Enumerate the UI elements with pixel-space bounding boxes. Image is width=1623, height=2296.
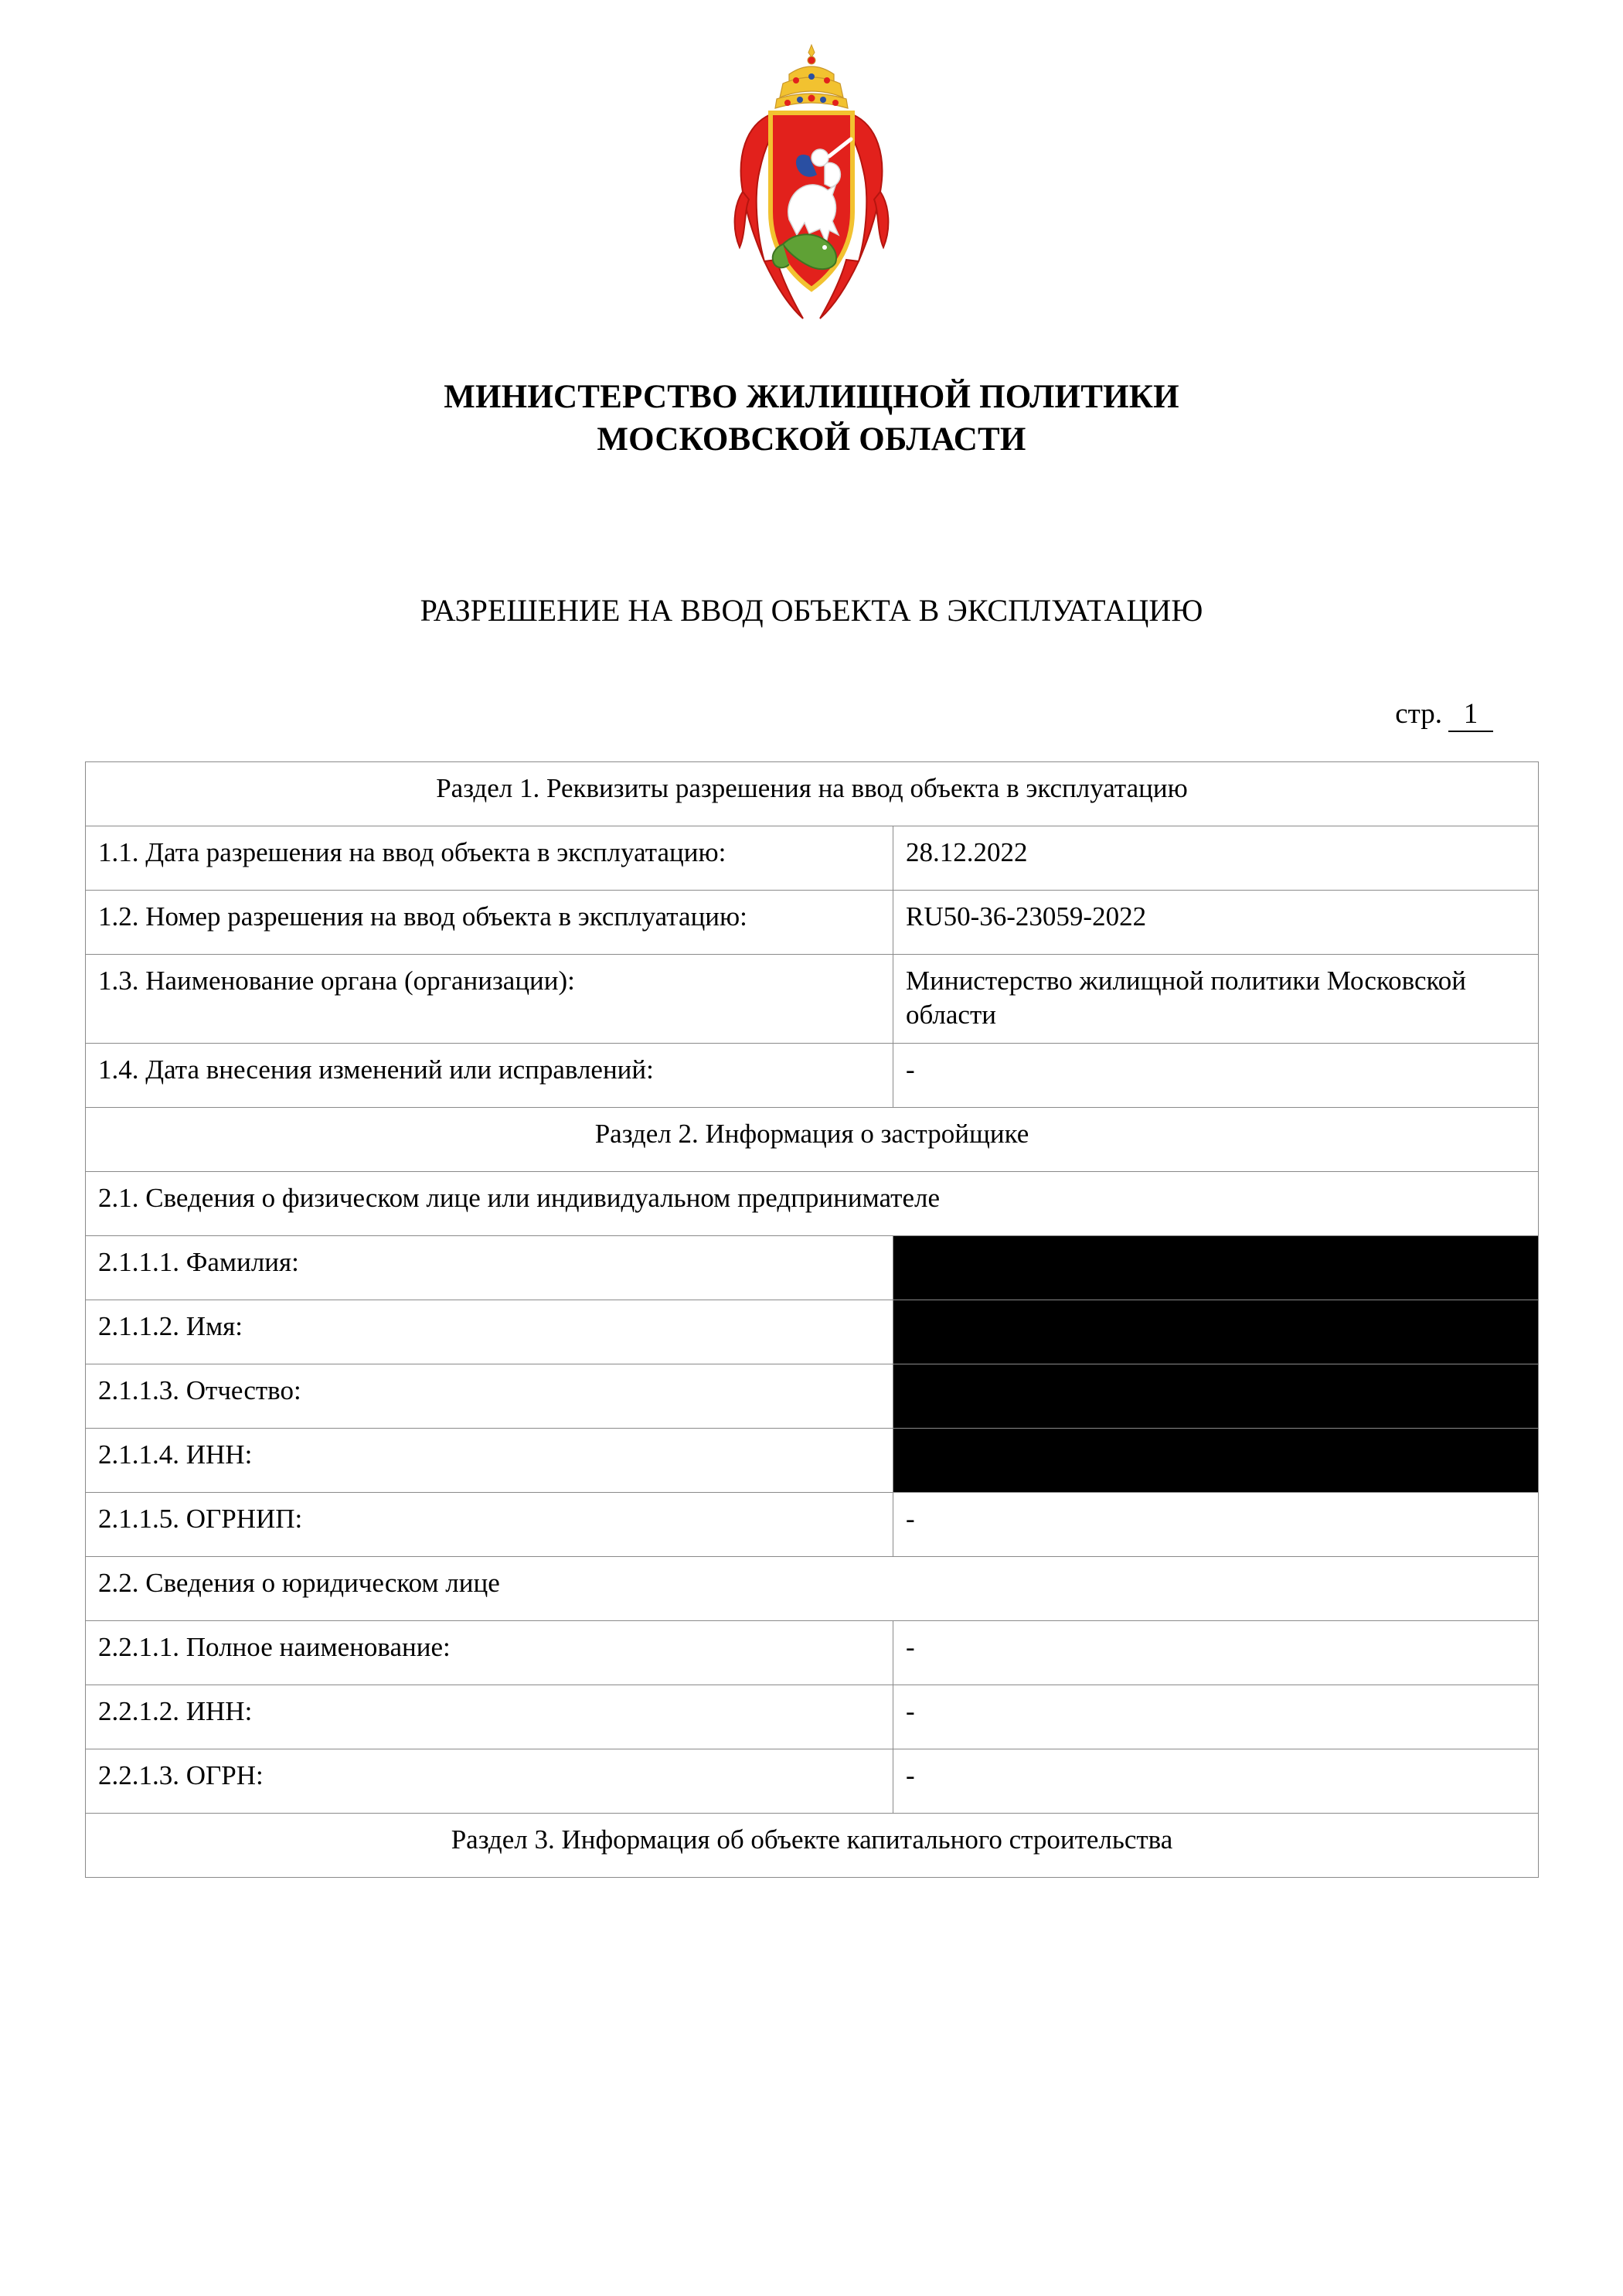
page-number-value: 1: [1448, 697, 1493, 732]
table-row: [86, 891, 1539, 955]
section-2-header: Раздел 2. Информация о застройщике: [86, 1108, 1539, 1172]
row-label-2-1-1-2: 2.1.1.2. Имя:: [86, 1300, 893, 1364]
redaction-block: [906, 1245, 1526, 1289]
row-label-2-2-1-2: 2.2.1.2. ИНН:: [86, 1685, 893, 1749]
row-value-2-2-1-2: -: [893, 1685, 1539, 1749]
table-row: [86, 1172, 1539, 1236]
table-row: [86, 1493, 1539, 1557]
table-row: [86, 826, 1539, 891]
table-row: [86, 1108, 1539, 1172]
row-value-2-2-1-3: -: [893, 1749, 1539, 1814]
row-value-1-4: -: [893, 1044, 1539, 1108]
table-row: [86, 1685, 1539, 1749]
table-row: [86, 1236, 1539, 1300]
table-row: [86, 955, 1539, 1044]
emblem-container: [85, 0, 1538, 349]
coat-of-arms-icon: [723, 40, 900, 349]
table-row: [86, 762, 1539, 826]
subsection-2-1-header: 2.1. Сведения о физическом лице или индивидуальном предпринимателе: [86, 1172, 1539, 1236]
row-value-2-2-1-1: -: [893, 1621, 1539, 1685]
row-label-1-4: 1.4. Дата внесения изменений или исправлений:: [86, 1044, 893, 1108]
table-row: [86, 1364, 1539, 1429]
table-row: [86, 1429, 1539, 1493]
section-3-header: Раздел 3. Информация об объекте капитального строительства: [86, 1814, 1539, 1878]
page-number-label: стр.: [1395, 698, 1442, 731]
document-title: РАЗРЕШЕНИЕ НА ВВОД ОБЪЕКТА В ЭКСПЛУАТАЦИЮ: [420, 593, 1203, 629]
subsection-2-2-header: 2.2. Сведения о юридическом лице: [86, 1557, 1539, 1621]
redaction-block: [906, 1374, 1526, 1417]
section-1-header: Раздел 1. Реквизиты разрешения на ввод объекта в эксплуатацию: [86, 762, 1539, 826]
row-value-1-1: 28.12.2022: [893, 826, 1539, 891]
row-value-2-1-1-4-redacted: [893, 1429, 1539, 1493]
row-label-2-1-1-4: 2.1.1.4. ИНН:: [86, 1429, 893, 1493]
row-value-1-2: RU50-36-23059-2022: [893, 891, 1539, 955]
row-label-1-1: 1.1. Дата разрешения на ввод объекта в эксплуатацию:: [86, 826, 893, 891]
row-value-2-1-1-3-redacted: [893, 1364, 1539, 1429]
row-label-2-2-1-1: 2.2.1.1. Полное наименование:: [86, 1621, 893, 1685]
row-label-1-3: 1.3. Наименование органа (организации):: [86, 955, 893, 1044]
ministry-title-line2: МОСКОВСКОЙ ОБЛАСТИ: [597, 421, 1026, 458]
redaction-block: [906, 1310, 1526, 1353]
row-value-1-3: Министерство жилищной политики Московской области: [893, 955, 1539, 1044]
row-label-2-2-1-3: 2.2.1.3. ОГРН:: [86, 1749, 893, 1814]
table-row: [86, 1300, 1539, 1364]
redaction-block: [906, 1438, 1526, 1481]
page-number: [85, 697, 1538, 732]
row-label-2-1-1-3: 2.1.1.3. Отчество:: [86, 1364, 893, 1429]
table-row: [86, 1557, 1539, 1621]
row-value-2-1-1-5: -: [893, 1493, 1539, 1557]
table-row: [86, 1621, 1539, 1685]
table-row: [86, 1749, 1539, 1814]
row-label-1-2: 1.2. Номер разрешения на ввод объекта в эксплуатацию:: [86, 891, 893, 955]
row-value-2-1-1-1-redacted: [893, 1236, 1539, 1300]
row-label-2-1-1-1: 2.1.1.1. Фамилия:: [86, 1236, 893, 1300]
ministry-title-line1: МИНИСТЕРСТВО ЖИЛИЩНОЙ ПОЛИТИКИ: [444, 379, 1179, 415]
permit-table: [85, 761, 1539, 1878]
row-value-2-1-1-2-redacted: [893, 1300, 1539, 1364]
ministry-title: [85, 376, 1538, 461]
table-row: [86, 1814, 1539, 1878]
row-label-2-1-1-5: 2.1.1.5. ОГРНИП:: [86, 1493, 893, 1557]
table-row: [86, 1044, 1539, 1108]
